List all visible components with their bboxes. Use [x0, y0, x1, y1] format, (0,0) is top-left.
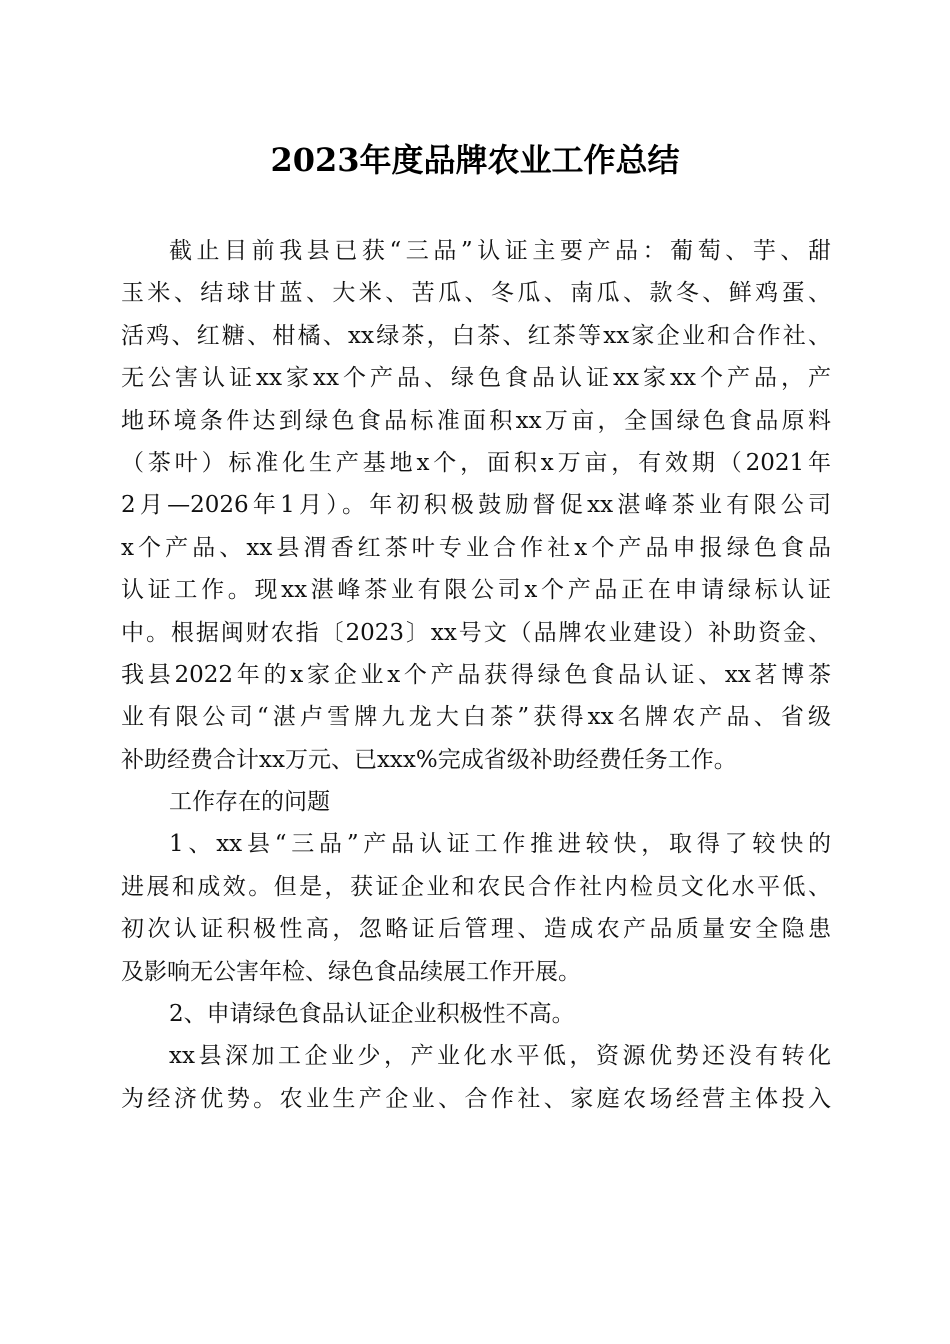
section-heading: 工作存在的问题 — [169, 789, 330, 816]
text-line: 为经济优势。农业生产企业、合作社、家庭农场经营主体投入 — [121, 1085, 831, 1112]
text-line: 初次认证积极性高，忽略证后管理、造成农产品质量安全隐患 — [121, 916, 831, 943]
text-line: 截止目前我县已获“三品”认证主要产品：葡萄、芋、甜 — [169, 238, 831, 264]
text-line: 玉米、结球甘蓝、大米、苦瓜、冬瓜、南瓜、款冬、鲜鸡蛋、 — [121, 280, 831, 307]
text-line: （茶叶）标准化生产基地x个，面积x万亩，有效期（2021年 — [121, 449, 831, 476]
document-body — [121, 230, 831, 1120]
text-line: 2月—2026年1月）。年初积极鼓励督促xx湛峰茶业有限公司 — [121, 492, 831, 519]
text-line: xx县深加工企业少，产业化水平低，资源优势还没有转化 — [169, 1043, 831, 1070]
text-line: 无公害认证xx家xx个产品、绿色食品认证xx家xx个产品，产 — [121, 365, 831, 392]
text-line: 活鸡、红糖、柑橘、xx绿茶，白茶、红茶等xx家企业和合作社、 — [121, 322, 831, 349]
text-line: 进展和成效。但是，获证企业和农民合作社内检员文化水平低、 — [121, 873, 831, 900]
document-title: 2023年度品牌农业工作总结 — [270, 141, 680, 179]
text-line: 及影响无公害年检、绿色食品续展工作开展。 — [121, 958, 581, 985]
text-line: 中。根据闽财农指〔2023〕xx号文（品牌农业建设）补助资金、 — [121, 619, 831, 646]
text-line: 业有限公司“湛卢雪牌九龙大白茶”获得xx名牌农产品、省级 — [121, 704, 831, 731]
text-line: 1、xx县“三品”产品认证工作推进较快，取得了较快的 — [169, 831, 831, 858]
text-line: 我县2022年的x家企业x个产品获得绿色食品认证、xx茗博茶 — [121, 661, 831, 688]
text-line: x个产品、xx县渭香红茶叶专业合作社x个产品申报绿色食品 — [121, 534, 831, 561]
text-line: 认证工作。现xx湛峰茶业有限公司x个产品正在申请绿标认证 — [121, 577, 831, 604]
text-line: 补助经费合计xx万元、已xxx%完成省级补助经费任务工作。 — [121, 746, 737, 773]
text-line: 地环境条件达到绿色食品标准面积xx万亩，全国绿色食品原料 — [121, 407, 831, 434]
text-line: 2、申请绿色食品认证企业积极性不高。 — [169, 1001, 575, 1028]
